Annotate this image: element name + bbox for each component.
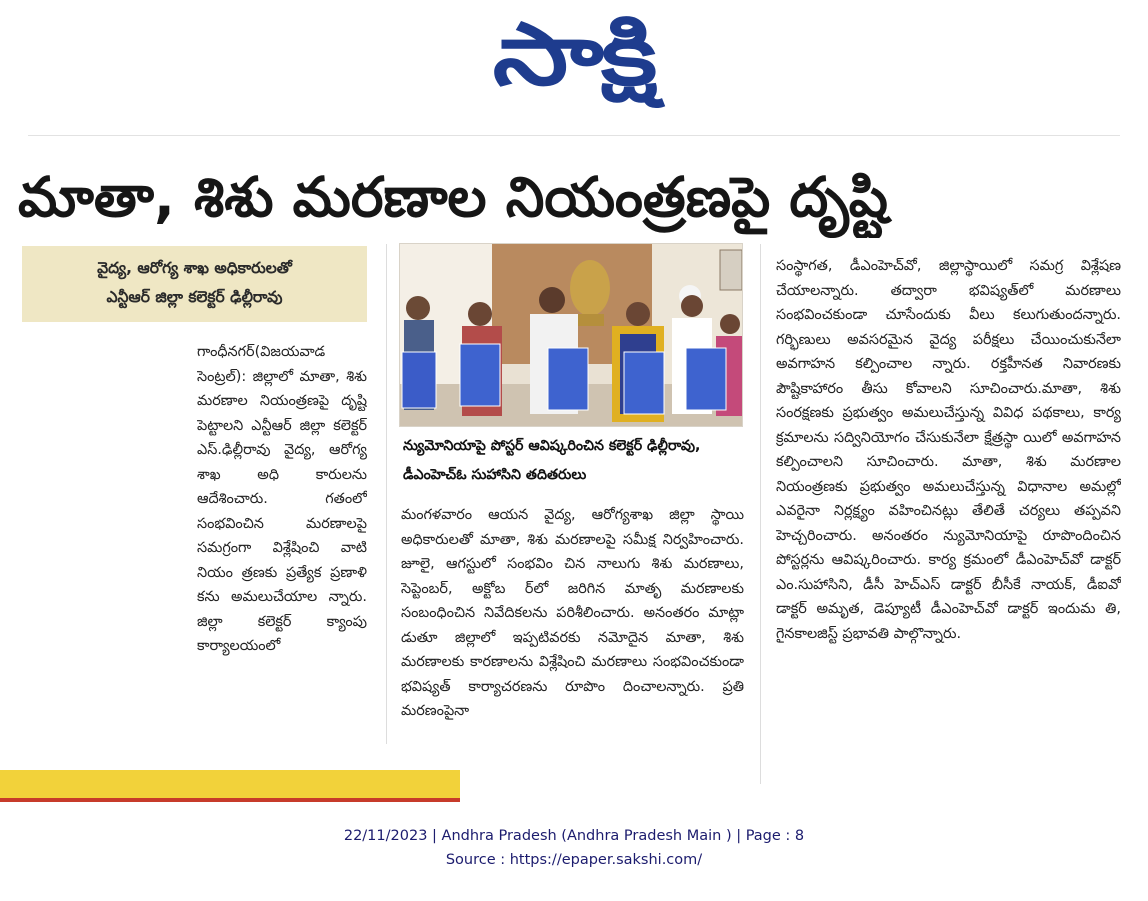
article-column-2 xyxy=(401,503,744,775)
column-3-paragraph: సంస్థాగత, డీఎంహెచ్‌వో, జిల్లాస్థాయిలో సమగ్ర విశ్లేషణ చేయాలన్నారు. తద్వారా భవిష్యత్‌లో మరణాలు సంభవించకుండా చూసేందుకు వీలు కలుగుతుందన్నారు. గర్భిణులు అవసరమైన వైద్య పరీక్షలు చేయించుకునేలా అవగాహన కల్పించాల న్నారు. రక్తహీనత నివారణకు పౌష్టికాహారం తీసు కోవాలని సూచించారు.మాతా, శిశు సంరక్షణకు ప్రభుత్వం అమలుచేస్తున్న వివిధ పథకాలు, కార్య క్రమాలను సద్వినియోగం చేసుకునేలా క్షేత్రస్థా యిలో అవగాహన కల్పించాలని సూచించారు. మాతా, శిశు మరణాల నియంత్రణకు ప్రభుత్వం అమలుచేస్తున్న విధానాల అమల్లో ఎవరైనా నిర్లక్ష్యం వహించినట్లు తేలితే చర్యలు తప్పవని హెచ్చరించారు. అనంతరం న్యుమోనియాపై రూపొందించిన పోస్టర్లను ఆవిష్కరించారు. కార్య క్రమంలో డీఎంహెచ్‌వో డాక్టర్ ఎం.సుహాసిని, డీసీ హెచ్ఎస్ డాక్టర్ బీసీకే నాయక్, డీఐవో డాక్టర్ అమృత, డెప్యూటీ డీఎంహెచ్‌వో డాక్టర్ ఇందుమ తి, గైనకాలజిస్ట్ ప్రభావతి పాల్గొన్నారు. xyxy=(776,258,1121,642)
event-photo-image xyxy=(400,244,743,427)
footer-dateline: 22/11/2023 | Andhra Pradesh (Andhra Pradesh Main ) | Page : 8 xyxy=(343,828,805,844)
column-divider-1 xyxy=(386,244,387,744)
article-photo xyxy=(399,243,743,427)
column-1-paragraph: గాంధీనగర్(విజయవాడ సెంట్రల్): జిల్లాలో మాతా, శిశు మరణాల నియంత్రణపై దృష్టి పెట్టాలని ఎన్టీఆర్ జిల్లా కలెక్టర్ ఎస్.ఢిల్లీరావు వైద్య, ఆరోగ్య శాఖ అధి కారులను ఆదేశించారు. గతంలో సంభవించిన మరణాలపై సమగ్రంగా విశ్లేషించి వాటి నియం త్రణకు ప్రత్యేక ప్రణాళి కను అమలుచేయాల న్నారు. జిల్లా కలెక్టర్ క్యాంపు కార్యాలయంలో xyxy=(197,344,367,654)
column-divider-2 xyxy=(760,244,761,784)
advertisement-strip-border xyxy=(0,798,460,802)
article-column-1 xyxy=(197,340,367,760)
subhead-line-1: వైద్య, ఆరోగ్య శాఖ అధికారులతో xyxy=(97,259,292,277)
column-2-paragraph: మంగళవారం ఆయన వైద్య, ఆరోగ్యశాఖ జిల్లా స్థాయి అధికారులతో మాతా, శిశు మరణాలపై సమీక్ష నిర్వహించారు. జూలై, ఆగస్టులో సంభవిం చిన నాలుగు శిశు మరణాలు, సెప్టెంబర్, అక్టోబ ర్‌లో జరిగిన మాతృ మరణాలకు సంబంధించిన నివేదికలను పరిశీలించారు. అనంతరం మాట్లా డుతూ జిల్లాలో ఇప్పటివరకు నమోదైన మాతా, శిశు మరణాలకు కారణాలను విశ్లేషించి మరణాలు సంభవించకుండా భవిష్యత్ కార్యాచరణను రూపొం దించాలన్నారు. ప్రతి మరణంపైనా xyxy=(401,507,744,719)
article-headline: మాతా, శిశు మరణాల నియంత్రణపై దృష్టి xyxy=(18,165,888,229)
article-subhead xyxy=(22,246,367,322)
subhead-line-2: ఎన్టీఆర్ జిల్లా కలెక్టర్ ఢిల్లీరావు xyxy=(106,288,283,306)
photo-caption: న్యుమోనియాపై పోస్టర్ ఆవిష్కరించిన కలెక్టర్ ఢిల్లీరావు, డీఎంహెచ్‌ఓ సుహాసిని తదితరులు xyxy=(403,438,701,483)
advertisement-strip xyxy=(0,770,460,802)
footer-source[interactable]: Source : https://epaper.sakshi.com/ xyxy=(445,852,703,868)
masthead xyxy=(0,0,1148,118)
masthead-divider xyxy=(28,135,1120,136)
article-column-3 xyxy=(776,254,1121,774)
sakshi-logo[interactable]: సాక్షి xyxy=(493,5,655,105)
